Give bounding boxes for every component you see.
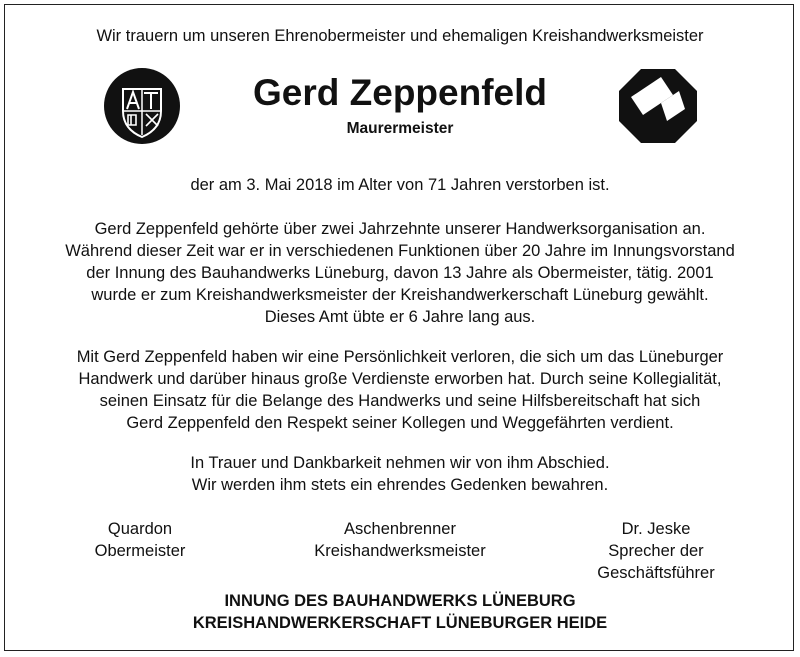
handwerk-logo-icon — [617, 67, 699, 145]
text-line: Wir werden ihm stets ein ehrendes Gedenken bewahren. — [191, 476, 609, 494]
intro-line: Wir trauern um unseren Ehrenobermeister und ehemaligen Kreishandwerksmeister — [96, 27, 704, 45]
text-line: seinen Einsatz für die Belange des Handwerks und seine Hilfsbereitschaft hat sich — [99, 392, 701, 410]
signatory-name: Quardon — [107, 520, 173, 538]
text-line: der Innung des Bauhandwerks Lüneburg, davon 13 Jahre als Obermeister, tätig. 2001 — [86, 264, 714, 282]
signatory-role: Geschäftsführer — [597, 564, 715, 582]
org-name-guild: INNUNG DES BAUHANDWERKS LÜNEBURG — [224, 592, 576, 610]
text-line: In Trauer und Dankbarkeit nehmen wir von ihm Abschied. — [190, 454, 610, 472]
paragraph-closing — [0, 452, 800, 496]
death-line — [0, 174, 800, 196]
paragraph-biography — [0, 218, 800, 328]
signatory-role: Obermeister — [94, 542, 186, 560]
paragraph-tribute — [0, 346, 800, 434]
text-line: Handwerk und darüber hinaus große Verdienste erworben hat. Durch seine Kollegialität, — [78, 370, 722, 388]
signatory-aschenbrenner — [290, 518, 510, 562]
signatory-name: Dr. Jeske — [621, 520, 691, 538]
signatory-role: Kreishandwerksmeister — [314, 542, 486, 560]
text-line: Gerd Zeppenfeld gehörte über zwei Jahrzehnte unserer Handwerksorganisation an. — [94, 220, 706, 238]
deceased-title: Maurermeister — [346, 120, 454, 137]
signatory-jeske — [566, 518, 746, 584]
text-line: Dieses Amt übte er 6 Jahre lang aus. — [264, 308, 536, 326]
deceased-name: Gerd Zeppenfeld — [253, 72, 547, 113]
signatory-quardon — [60, 518, 220, 562]
text-line: Mit Gerd Zeppenfeld haben wir eine Persönlichkeit verloren, die sich um das Lüneburger — [76, 348, 724, 366]
text-line: wurde er zum Kreishandwerksmeister der Kreishandwerkerschaft Lüneburg gewählt. — [91, 286, 709, 304]
text-line: Gerd Zeppenfeld den Respekt seiner Kollegen und Weggefährten verdient. — [126, 414, 674, 432]
signatory-name: Aschenbrenner — [344, 520, 456, 538]
signatory-role: Sprecher der — [608, 542, 704, 560]
text-line: Während dieser Zeit war er in verschiedenen Funktionen über 20 Jahre im Innungsvorstand — [65, 242, 735, 260]
death-line-text: der am 3. Mai 2018 im Alter von 71 Jahren verstorben ist. — [190, 176, 610, 194]
org-name-association: KREISHANDWERKERSCHAFT LÜNEBURGER HEIDE — [192, 614, 608, 632]
